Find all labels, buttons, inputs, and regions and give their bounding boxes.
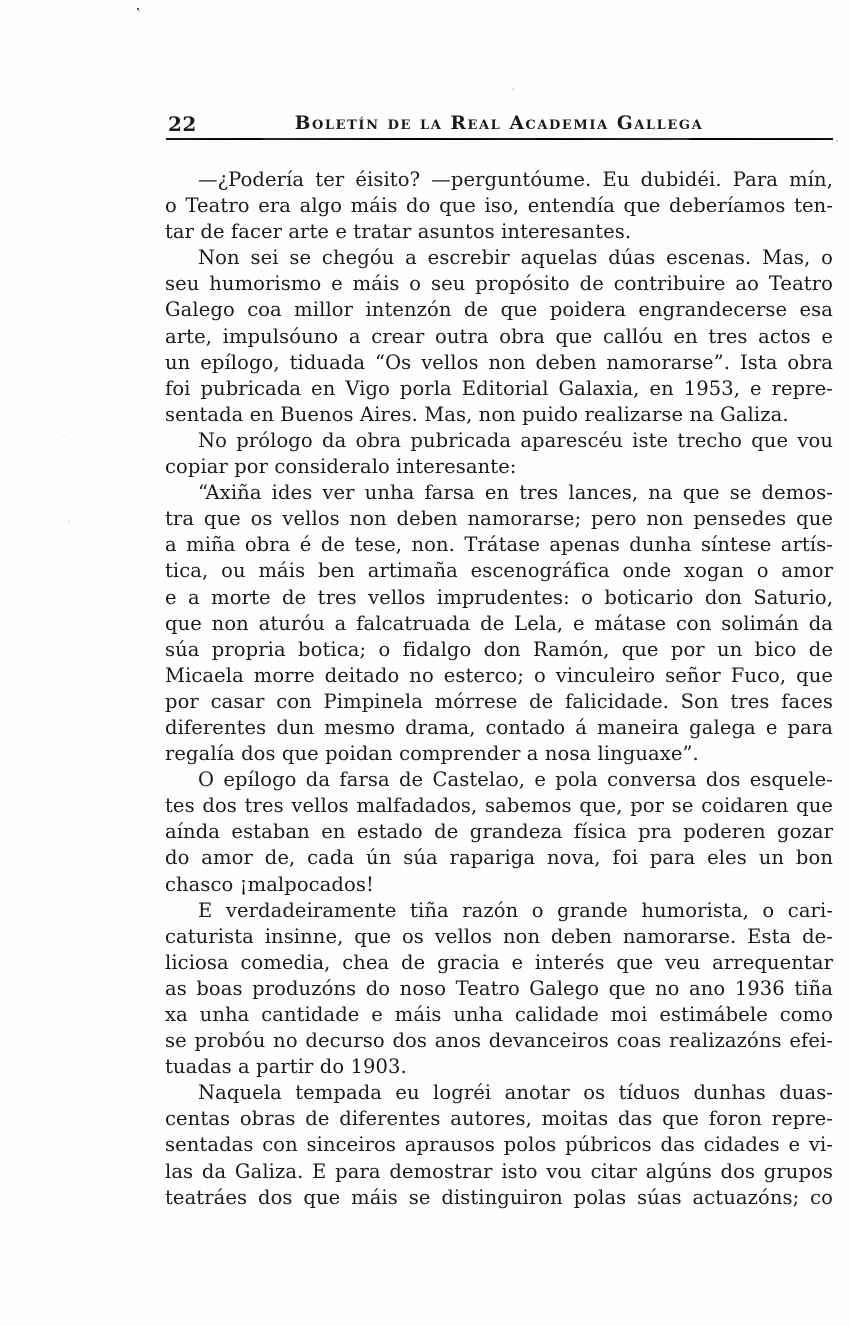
page-number: 22 xyxy=(168,112,197,136)
text-line: e a morte de tres vellos imprudentes: o boticario don Saturio, xyxy=(165,585,833,609)
text-line: centas obras de diferentes autores, moitas das que foron repre- xyxy=(165,1107,833,1131)
text-line: E verdadeiramente tiña razón o grande humorista, o cari- xyxy=(198,898,833,922)
body-text xyxy=(165,167,833,1211)
text-line: por casar con Pimpinela mórrese de falicidade. Son tres faces xyxy=(165,689,833,713)
text-line: un epílogo, tiduada “Os vellos non deben namorarse”. Ista obra xyxy=(165,350,833,374)
journal-title: Boletín de la Real Academia Gallega xyxy=(294,113,704,134)
text-line: tes dos tres vellos malfadados, sabemos que, por se coidaren que xyxy=(165,794,833,818)
text-line: —¿Podería ter éisito? —perguntóume. Eu dubidéi. Para mín, xyxy=(198,168,833,191)
text-line: a miña obra é de tese, non. Trátase apenas dunha síntese artís- xyxy=(165,533,833,557)
text-line: tuadas a partir do 1903. xyxy=(165,1055,407,1079)
text-line: xa unha cantidade e máis unha calidade moi estimábele como xyxy=(165,1003,833,1026)
paragraph xyxy=(165,898,833,1081)
text-line: las da Galiza. E para demostrar isto vou citar algúns dos grupos xyxy=(165,1159,833,1183)
text-line: sentada en Buenos Aires. Mas, non puido realizarse na Galiza. xyxy=(165,402,789,426)
text-line: tra que os vellos non deben namorarse; pero non pensedes que xyxy=(165,507,833,531)
text-line: aínda estaban en estado de grandeza física pra poderen gozar xyxy=(165,820,833,844)
text-line: do amor de, cada ún súa rapariga nova, foi para eles un bon xyxy=(165,846,833,870)
text-line: “Axiña ides ver unha farsa en tres lances, na que se demos- xyxy=(198,481,833,505)
text-line: chasco ¡malpocados! xyxy=(165,872,374,896)
paragraph xyxy=(165,480,833,767)
running-header xyxy=(165,112,833,140)
text-line: liciosa comedia, chea de gracia e interés que veu arrequentar xyxy=(165,950,833,974)
text-line: arte, impulsóuno a crear outra obra que callóu en tres actos e xyxy=(165,324,833,348)
text-line: tar de facer arte e tratar asuntos interesantes. xyxy=(165,220,632,244)
text-line: Non sei se chegóu a escrebir aquelas dúas escenas. Mas, o xyxy=(198,246,833,270)
text-line: Galego coa millor intenzón de que poidera engrandecerse esa xyxy=(165,298,833,322)
text-line: diferentes dun mesmo drama, contado á maneira galega e para xyxy=(165,715,833,739)
paragraph xyxy=(165,767,833,897)
text-line: que non aturóu a falcatruada de Lela, e mátase con solimán da xyxy=(165,611,833,635)
paragraph xyxy=(165,167,833,245)
text-line: seu humorismo e máis o seu propósito de contribuire ao Teatro xyxy=(165,272,833,296)
text-line: teatráes dos que máis se distinguiron polas súas actuazóns; co xyxy=(165,1185,833,1209)
text-line: súa propria botica; o fidalgo don Ramón, que por un bico de xyxy=(165,637,833,661)
paragraph xyxy=(165,428,833,480)
text-line: Micaela morre deitado no esterco; o vinculeiro señor Fuco, que xyxy=(165,663,833,687)
text-line: Naquela tempada eu logréi anotar os tíduos dunhas duas- xyxy=(198,1081,833,1105)
text-line: caturista insinne, que os vellos non deben namorarse. Esta de- xyxy=(165,924,833,948)
text-line: sentadas con sinceiros aprausos polos púbricos das cidades e vi- xyxy=(165,1133,833,1157)
text-line: foi pubricada en Vigo porla Editorial Galaxia, en 1953, e repre- xyxy=(165,376,833,400)
text-line: regalía dos que poidan comprender a nosa linguaxe”. xyxy=(165,742,699,766)
paragraph xyxy=(165,245,833,428)
text-line: as boas produzóns do noso Teatro Galego que no ano 1936 tiña xyxy=(165,976,833,1000)
text-line: No prólogo da obra pubricada aparescéu iste trecho que vou xyxy=(198,428,833,452)
text-line: o Teatro era algo máis do que iso, entendía que deberíamos ten- xyxy=(165,194,833,218)
text-line: copiar por consideralo interesante: xyxy=(165,455,517,479)
paragraph xyxy=(165,1080,833,1210)
text-line: O epílogo da farsa de Castelao, e pola conversa dos esquele- xyxy=(198,768,833,792)
scan-noise xyxy=(0,0,2,2)
header-rule xyxy=(166,138,833,140)
text-line: tica, ou máis ben artimaña escenográfica onde xogan o amor xyxy=(165,559,833,583)
text-line: se probóu no decurso dos anos devanceiros coas realizazóns efei- xyxy=(165,1029,833,1053)
